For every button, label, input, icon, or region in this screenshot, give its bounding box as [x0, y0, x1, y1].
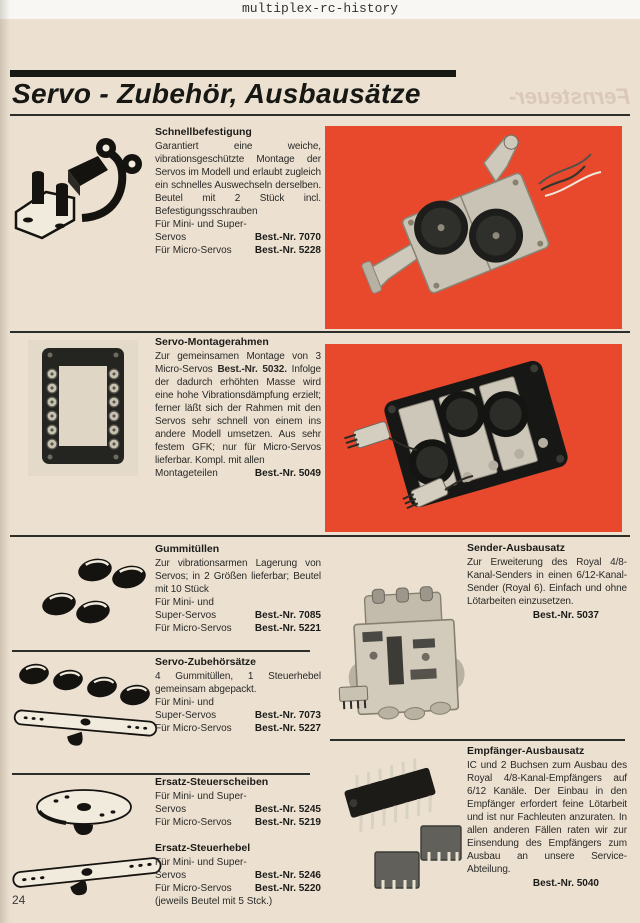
order-row: Für Micro-Servos Best.-Nr. 5219	[155, 817, 321, 828]
divider-left	[12, 773, 310, 775]
order-row: Montageteilen Best.-Nr. 5049	[155, 468, 321, 479]
divider-left	[12, 650, 310, 652]
section-heading: Gummitüllen	[155, 543, 220, 555]
section-body: Zur vibrationsarmen Lagerung von Servos; in 2 Größen lieferbar; Beutel mit 10 Stück	[155, 558, 321, 595]
order-line: Für Mini- und Super-	[155, 219, 247, 230]
section-heading: Sender-Ausbausatz	[467, 542, 566, 554]
divider	[10, 114, 630, 116]
inline-order-number: Best.-Nr. 5032.	[217, 364, 287, 375]
grommets-drawing	[35, 550, 150, 642]
order-row: Servos Best.-Nr. 7070	[155, 232, 321, 243]
order-number: Best.-Nr. 5228	[254, 245, 321, 256]
servo-pair-photo	[333, 132, 614, 323]
section-heading: Ersatz-Steuerhebel	[155, 842, 251, 854]
section-ersatz	[155, 776, 321, 908]
bleed-through-text: Fernsteuer-	[508, 84, 630, 109]
order-row: Servos Best.-Nr. 5245	[155, 804, 321, 815]
section-body: Zur gemeinsamen Montage von 3 Micro-Servos Best.-Nr. 5032. Infolge der dadurch erhöhten Masse wird eine hohe Vibrationsdämpfung erzielt; ferner läßt sich der Rahmen mit den Servos sehr schnell von einem ins andere Modell umsetzen. Aus sehr festem GFK; nur für Micro-Servos lieferbar. Kompl. mit allen	[155, 351, 321, 466]
servo-lever-drawing	[6, 843, 168, 901]
transmitter-module-photo	[330, 584, 480, 734]
section-heading: Empfänger-Ausbausatz	[467, 745, 585, 757]
order-number: Best.-Nr. 5246	[254, 870, 321, 881]
order-number: Best.-Nr. 5219	[254, 817, 321, 828]
servo-disc-drawing	[26, 781, 144, 845]
watermark-text: multiplex-rc-history	[241, 1, 399, 16]
order-number: Best.-Nr. 5221	[254, 623, 321, 634]
order-number: Best.-Nr. 5040	[532, 878, 599, 889]
order-number: Best.-Nr. 5037	[532, 610, 599, 621]
section-schnellbefestigung	[155, 126, 321, 257]
section-heading: Servo-Zubehörsätze	[155, 656, 256, 668]
section-body: Garantiert eine weiche, vibrationsgeschützte Montage der Servos im Modell und erlaubt zugleich ein schnelles Auswechseln derselben. Beutel mit 2 Stück incl. Befestigungsschrauben	[155, 141, 321, 217]
order-number: Best.-Nr. 5227	[254, 723, 321, 734]
spacer	[155, 829, 321, 842]
section-gummituellen	[155, 543, 321, 635]
order-row: Für Micro-Servos Best.-Nr. 5228	[155, 245, 321, 256]
section-zubehoersaetze	[155, 656, 321, 735]
section-body: IC und 2 Buchsen zum Ausbau des Royal 4/8-Kanal-Empfängers auf 6/12 Kanäle. Der Einbau in den Empfänger erfordert feine Lötarbeit und ist nur Fachleuten anzuraten. In allen anderen Fällen raten wir zur Einsendung des Empfängers zum Ausbau an unsere Service-Abteilung.	[467, 760, 627, 875]
servo-frame-photo	[333, 352, 614, 524]
page-title: Servo - Zubehör, Ausbausätze	[12, 78, 421, 109]
photo-panel-bottom	[325, 344, 622, 532]
pack-note: (jeweils Beutel mit 5 Stck.)	[155, 896, 273, 907]
order-row: Super-Servos Best.-Nr. 7085	[155, 610, 321, 621]
accessory-set-drawing	[8, 658, 163, 756]
order-line: Für Mini- und Super-	[155, 857, 247, 868]
mounting-frame-photo	[28, 340, 138, 476]
order-number: Best.-Nr. 7085	[254, 610, 321, 621]
page-edge-shadow	[0, 0, 10, 923]
scan-header-strip	[0, 0, 640, 19]
order-number: Best.-Nr. 7073	[254, 710, 321, 721]
order-row: Für Micro-Servos Best.-Nr. 5227	[155, 723, 321, 734]
order-line: Für Mini- und	[155, 697, 214, 708]
divider-right	[330, 739, 625, 741]
section-heading: Ersatz-Steuerscheiben	[155, 776, 269, 788]
order-row: Für Micro-Servos Best.-Nr. 5220	[155, 883, 321, 894]
quick-mount-drawing	[10, 128, 148, 246]
page-number: 24	[12, 893, 26, 907]
section-empfaenger	[467, 745, 627, 890]
section-montagerahmen	[155, 336, 321, 480]
section-heading: Servo-Montagerahmen	[155, 336, 269, 348]
ic-kit-photo	[333, 752, 465, 914]
order-number: Best.-Nr. 5049	[254, 468, 321, 479]
section-heading: Schnellbefestigung	[155, 126, 252, 138]
order-number: Best.-Nr. 5245	[254, 804, 321, 815]
order-row: Für Micro-Servos Best.-Nr. 5221	[155, 623, 321, 634]
order-row: Servos Best.-Nr. 5246	[155, 870, 321, 881]
photo-panel-top	[325, 126, 622, 329]
section-body: Zur Erweiterung des Royal 4/8-Kanal-Senders in einen 6/12-Kanal-Sender (Royal 6). Einfach und ohne Lötarbeiten einzusetzen.	[467, 557, 627, 607]
order-row: Super-Servos Best.-Nr. 7073	[155, 710, 321, 721]
divider	[10, 331, 630, 333]
divider	[10, 535, 630, 537]
section-sender	[467, 542, 627, 622]
section-body: 4 Gummitüllen, 1 Steuerhebel gemeinsam abgepackt.	[155, 671, 321, 695]
order-number: Best.-Nr. 5220	[254, 883, 321, 894]
title-rule-bar	[10, 70, 456, 77]
order-line: Für Mini- und	[155, 597, 214, 608]
order-number: Best.-Nr. 7070	[254, 232, 321, 243]
order-line: Für Mini- und Super-	[155, 791, 247, 802]
